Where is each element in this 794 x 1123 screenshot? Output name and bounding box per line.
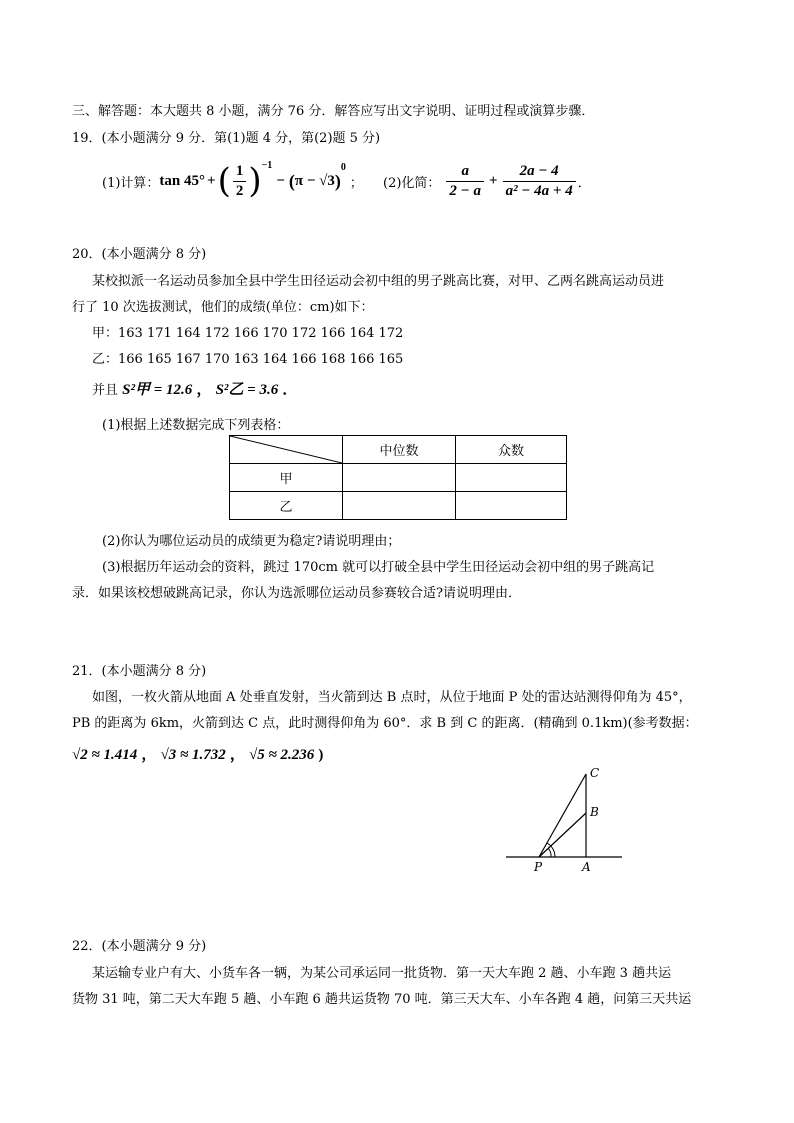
rocket-diagram [500, 764, 630, 880]
q22-line1: 某运输专业户有大、小货车各一辆，为某公司承运同一批货物．第一天大车跑 2 趟、小车跑 3 趟共运 [92, 966, 672, 981]
q21-line2: PB 的距离为 6km，火箭到达 C 点，此时测得仰角为 60°．求 B 到 C 的距离．(精确到 0.1km)(参考数据： [72, 716, 698, 731]
table-col-header-mode: 众数 [456, 436, 567, 464]
q21-line1: 如图，一枚火箭从地面 A 处垂直发射，当火箭到达 B 点时，从位于地面 P 处的雷达站测得仰角为 45°， [92, 690, 692, 705]
q19-inner-right-paren-icon: ) [334, 170, 341, 191]
q19-part2-label: (2)化简： [383, 175, 441, 191]
table-row-label-yi: 乙 [230, 492, 343, 520]
label-b: B [590, 805, 599, 819]
q22-line2: 货物 31 吨，第二天大车跑 5 趟、小车跑 6 趟共运货物 70 吨．第三天大车、小车各跑 4 趟，问第三天共运 [72, 992, 692, 1007]
q20-header: 20．(本小题满分 8 分) [72, 247, 207, 262]
diagonal-line-icon [230, 436, 342, 463]
q19-frac2-num: 2a − 4 [503, 163, 576, 182]
q19-part2-plus: + [489, 172, 498, 189]
q20-table [229, 435, 567, 520]
table-diagonal-cell [230, 436, 343, 464]
line-pc [539, 774, 586, 857]
q21-refs [72, 743, 323, 764]
q19-part2 [383, 158, 591, 204]
label-a: A [582, 860, 591, 874]
q19-fraction [233, 163, 247, 200]
q20-intro-line2: 行了 10 次选拔测试，他们的成绩(单位：cm)如下： [72, 300, 374, 315]
q21-ref-sep2: ， [229, 747, 245, 763]
q19-part1 [102, 158, 363, 204]
q19-frac1-den: 2 − a [449, 182, 482, 199]
q20-variance-jia: S²甲 = 12.6 [122, 382, 193, 398]
q21-ref-sqrt3: √3 ≈ 1.732 [160, 747, 226, 763]
q19-frac1-num: a [446, 163, 484, 182]
q20-variance [92, 378, 297, 399]
table-row [230, 464, 567, 492]
q20-variance-sep: ， [196, 382, 212, 398]
q20-row-yi: 乙：166 165 167 170 163 164 166 168 166 165 [92, 352, 404, 367]
label-p: P [534, 860, 543, 874]
q19-frac-num: 1 [233, 163, 247, 182]
label-c: C [590, 766, 600, 780]
q19-frac-den: 2 [235, 182, 244, 199]
q22-header: 22．(本小题满分 9 分) [72, 939, 207, 954]
right-paren-icon: ) [248, 161, 262, 201]
q19-part2-end: ． [577, 175, 591, 191]
q20-part1: (1)根据上述数据完成下列表格： [102, 418, 290, 433]
q21-ref-sqrt2: √2 ≈ 1.414 [72, 747, 138, 763]
table-col-header-median: 中位数 [343, 436, 456, 464]
q21-ref-sep1: ， [141, 747, 157, 763]
q19-frac2 [503, 163, 576, 200]
q19-frac1 [446, 163, 484, 200]
q21-figure [500, 764, 630, 884]
table-cell-jia-mode [456, 464, 567, 492]
section-heading: 三、解答题：本大题共 8 小题，满分 76 分．解答应写出文字说明、证明过程或演算步骤． [72, 104, 595, 119]
angle-arc-icon [548, 848, 551, 857]
q20-part2: (2)你认为哪位运动员的成绩更为稳定?请说明理由； [102, 534, 401, 549]
table-row [230, 492, 567, 520]
q20-row-jia: 甲：163 171 164 172 166 170 172 166 164 172 [92, 326, 404, 341]
table-cell-jia-median [343, 464, 456, 492]
q19-frac2-den: a² − 4a + 4 [505, 182, 573, 199]
q20-variance-yi: S²乙 = 3.6 [215, 382, 279, 398]
q19-minus: − [276, 172, 285, 189]
q21-ref-sqrt5: √5 ≈ 2.236 [249, 747, 315, 763]
table-cell-yi-median [343, 492, 456, 520]
q20-part3-line1: (3)根据历年运动会的资料，跳过 170cm 就可以打破全县中学生田径运动会初中组的男子跳高记 [102, 560, 655, 575]
q19-part1-label: (1)计算： [102, 175, 160, 191]
q19-inner-left-paren-icon: ( [288, 170, 295, 191]
q20-intro-line1: 某校拟派一名运动员参加全县中学生田径运动会初中组的男子跳高比赛，对甲、乙两名跳高运动员进 [92, 274, 665, 289]
left-paren-icon: ( [217, 161, 231, 201]
table-row-label-jia: 甲 [230, 464, 343, 492]
q19-header: 19．(本小题满分 9 分．第(1)题 4 分，第(2)题 5 分) [72, 131, 381, 146]
table-cell-yi-mode [456, 492, 567, 520]
q20-part3-line2: 录．如果该校想破跳高记录，你认为选派哪位运动员参赛较合适?请说明理由． [72, 586, 521, 601]
q19-part1-end: ； [349, 175, 363, 191]
q19-exp-neg1: −1 [261, 160, 273, 171]
q19-exp-0: 0 [340, 162, 346, 173]
q19-plus: + [207, 172, 216, 189]
q20-variance-prefix: 并且 [92, 383, 119, 398]
table-header-row [230, 436, 567, 464]
q19-tan: tan 45° [159, 172, 206, 189]
q19-inner: π − √3 [294, 172, 335, 189]
q21-ref-end: ) [318, 747, 324, 763]
q20-variance-end: ． [282, 382, 298, 398]
q21-header: 21．(本小题满分 8 分) [72, 664, 207, 679]
line-pb [539, 813, 586, 857]
